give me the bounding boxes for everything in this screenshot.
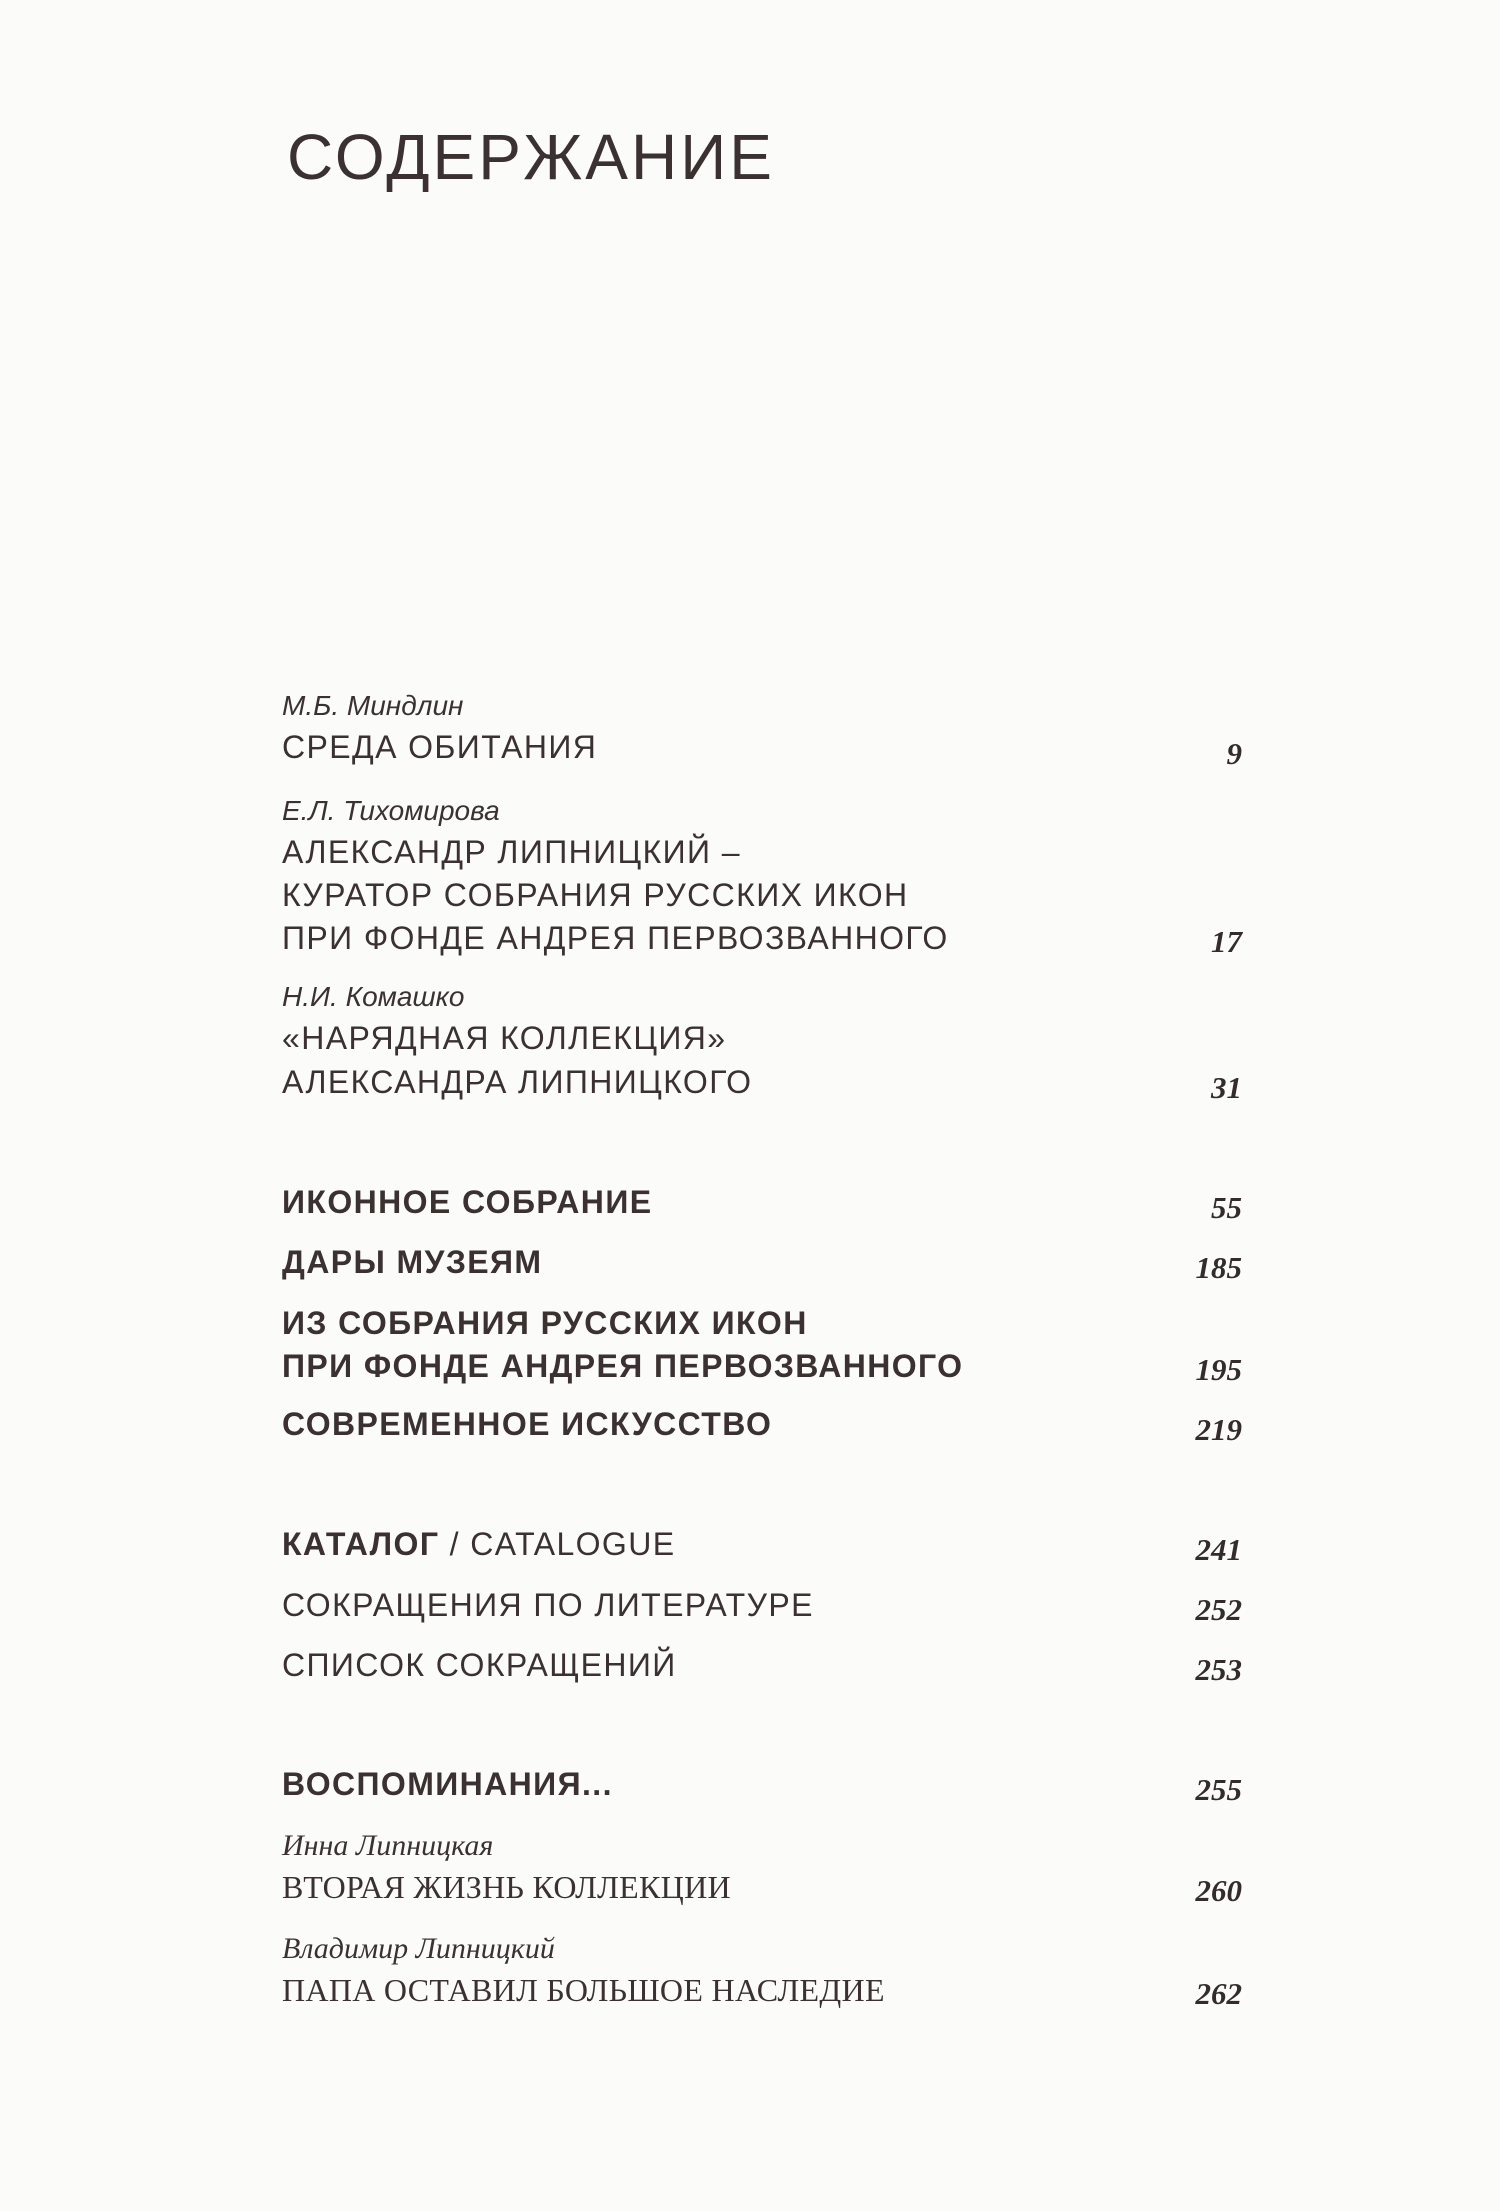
section-page-number: 195 [1195, 1352, 1242, 1387]
section-page-number: 55 [1211, 1190, 1242, 1225]
page-title: СОДЕРЖАНИЕ [287, 121, 775, 193]
section-title-line: ДАРЫ МУЗЕЯМ [282, 1244, 543, 1280]
memoir-title: ВТОРАЯ ЖИЗНЬ КОЛЛЕКЦИИ [282, 1869, 731, 1905]
catalog-title [282, 1528, 675, 1560]
memoirs-page-number: 255 [1195, 1772, 1242, 1807]
memoir-page-number: 260 [1195, 1873, 1242, 1908]
section-page-number: 185 [1195, 1250, 1242, 1285]
section-title-line: ИКОННОЕ СОБРАНИЕ [282, 1184, 653, 1220]
memoir-title: ПАПА ОСТАВИЛ БОЛЬШОЕ НАСЛЕДИЕ [282, 1972, 885, 2008]
memoir-author: Инна Липницкая [282, 1829, 494, 1862]
entry-title-line: КУРАТОР СОБРАНИЯ РУССКИХ ИКОН [282, 877, 909, 913]
entry-title-line: ПРИ ФОНДЕ АНДРЕЯ ПЕРВОЗВАННОГО [282, 920, 949, 956]
reference-page-number: 253 [1195, 1652, 1242, 1687]
memoir-author: Владимир Липницкий [282, 1932, 555, 1965]
entry-title-line: АЛЕКСАНДР ЛИПНИЦКИЙ – [282, 834, 741, 870]
section-title-line: СОВРЕМЕННОЕ ИСКУССТВО [282, 1406, 773, 1442]
memoir-page-number: 262 [1195, 1976, 1242, 2011]
section-page-number: 219 [1195, 1412, 1242, 1447]
section-title-line: ПРИ ФОНДЕ АНДРЕЯ ПЕРВОЗВАННОГО [282, 1348, 964, 1384]
entry-page-number: 31 [1211, 1070, 1242, 1105]
entry-title-line: СРЕДА ОБИТАНИЯ [282, 729, 598, 765]
entry-author: Н.И. Комашко [282, 981, 465, 1012]
reference-title: СПИСОК СОКРАЩЕНИЙ [282, 1647, 677, 1683]
entry-page-number: 17 [1211, 924, 1242, 959]
entry-author: М.Б. Миндлин [282, 690, 464, 721]
catalog-title-light: / CATALOGUE [439, 1526, 676, 1562]
entry-title-line: «НАРЯДНАЯ КОЛЛЕКЦИЯ» [282, 1020, 727, 1056]
reference-title: СОКРАЩЕНИЯ ПО ЛИТЕРАТУРЕ [282, 1587, 814, 1623]
entry-author: Е.Л. Тихомирова [282, 795, 500, 826]
catalog-title-bold: КАТАЛОГ [282, 1526, 440, 1562]
entry-title-line: АЛЕКСАНДРА ЛИПНИЦКОГО [282, 1064, 753, 1100]
section-title-line: ИЗ СОБРАНИЯ РУССКИХ ИКОН [282, 1305, 808, 1341]
memoirs-title: ВОСПОМИНАНИЯ... [282, 1766, 613, 1802]
reference-page-number: 252 [1195, 1592, 1242, 1627]
entry-page-number: 9 [1226, 736, 1242, 771]
catalog-page-number: 241 [1195, 1532, 1242, 1567]
